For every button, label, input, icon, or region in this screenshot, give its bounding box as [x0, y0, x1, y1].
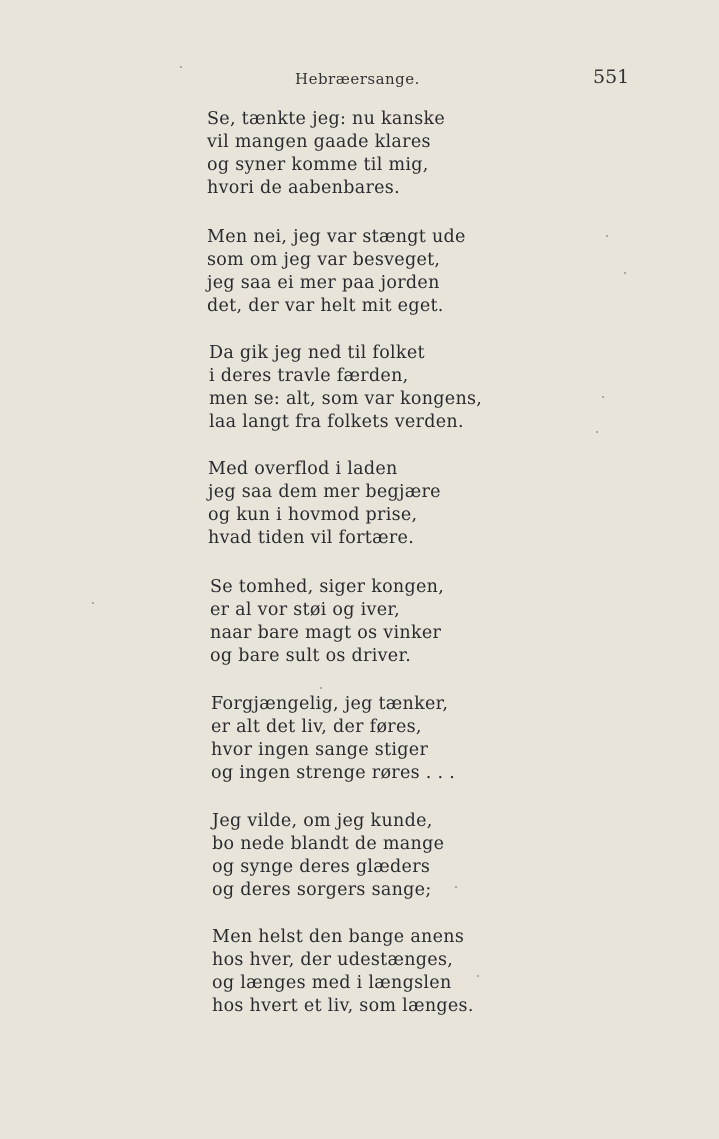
- poem-line: Men helst den bange anens: [212, 927, 465, 947]
- poem-line: Jeg vilde, om jeg kunde,: [212, 811, 433, 831]
- paper-speck: [624, 272, 626, 274]
- poem-line: som om jeg var besveget,: [207, 250, 441, 270]
- poem-line: hvad tiden vil fortære.: [208, 528, 415, 548]
- paper-speck: [596, 431, 598, 433]
- poem-line: og bare sult os driver.: [210, 646, 412, 666]
- stanza-1: [207, 108, 445, 200]
- page-number: 551: [593, 66, 630, 88]
- poem-line: naar bare magt os vinker: [210, 623, 442, 643]
- stanza-2: [207, 226, 466, 318]
- poem-line: og kun i hovmod prise,: [208, 505, 418, 525]
- poem-line: hvor ingen sange stiger: [211, 740, 429, 760]
- poem-line: hvori de aabenbares.: [207, 178, 400, 198]
- paper-speck: [455, 886, 457, 888]
- paper-speck: [92, 602, 94, 604]
- stanza-4: [208, 458, 441, 550]
- poem-line: bo nede blandt de mange: [212, 834, 445, 854]
- stanza-3: [209, 342, 482, 434]
- poem-line: og deres sorgers sange;: [212, 880, 432, 900]
- poem-line: Med overflod i laden: [208, 459, 398, 479]
- poem-line: det, der var helt mit eget.: [207, 296, 444, 316]
- poem-line: Men nei, jeg var stængt ude: [207, 227, 466, 247]
- poem-line: og længes med i længslen: [212, 973, 452, 993]
- poem-line: men se: alt, som var kongens,: [209, 389, 483, 409]
- paper-speck: [602, 396, 604, 398]
- poem-line: er alt det liv, der føres,: [211, 717, 422, 737]
- paper-speck: [606, 235, 608, 237]
- poem-line: hos hvert et liv, som længes.: [212, 996, 474, 1016]
- poem-line: Forgjængelig, jeg tænker,: [211, 694, 449, 714]
- poem-line: i deres travle færden,: [209, 366, 409, 386]
- stanza-7: [212, 810, 444, 902]
- stanza-6: [211, 693, 455, 785]
- poem-line: laa langt fra folkets verden.: [209, 412, 464, 432]
- stanza-8: [212, 926, 474, 1018]
- running-title: Hebræersange.: [295, 70, 420, 88]
- paper-speck: [180, 66, 182, 68]
- paper-speck: [320, 687, 322, 689]
- poem-line: er al vor støi og iver,: [210, 600, 400, 620]
- poem-line: hos hver, der udestænges,: [212, 950, 454, 970]
- poem-line: og ingen strenge røres . . .: [211, 763, 456, 783]
- poem-line: Da gik jeg ned til folket: [209, 343, 425, 363]
- poem-line: vil mangen gaade klares: [207, 132, 431, 152]
- poem-line: Se, tænkte jeg: nu kanske: [207, 109, 446, 129]
- paper-speck: [477, 975, 479, 977]
- poem-line: Se tomhed, siger kongen,: [210, 577, 445, 597]
- poem-line: og syner komme til mig,: [207, 155, 429, 175]
- poem-line: jeg saa ei mer paa jorden: [207, 273, 440, 293]
- poem-line: og synge deres glæders: [212, 857, 431, 877]
- stanza-5: [210, 576, 444, 668]
- poem-line: jeg saa dem mer begjære: [208, 482, 441, 502]
